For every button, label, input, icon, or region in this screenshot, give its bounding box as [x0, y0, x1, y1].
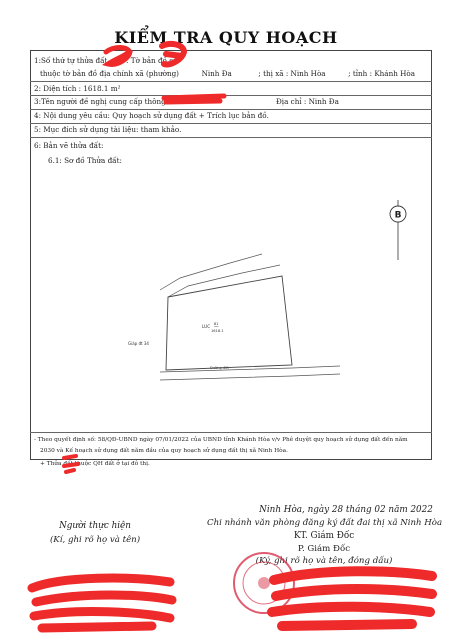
- row-5-purpose: 5: Mục đích sử dụng tài liệu: tham khảo.: [34, 125, 182, 134]
- parcel-number-text: 81: [214, 322, 219, 326]
- parcel-area-text: 1618.1: [211, 329, 224, 333]
- acting-director-title: KT. Giám Đốc: [293, 531, 355, 541]
- row-2-area: 2: Diện tích : 1618.1 m²: [34, 84, 121, 93]
- issue-date: Ninh Hòa, ngày 28 tháng 02 năm 2022: [259, 505, 433, 515]
- executor-title: Người thực hiện: [59, 521, 131, 531]
- town-label: ; thị xã :: [258, 69, 289, 78]
- redaction-signature-left: [22, 568, 182, 638]
- divider: [30, 137, 432, 138]
- boundary-line: [168, 265, 280, 297]
- row-3-address: [276, 97, 339, 106]
- row-1-location: [40, 69, 415, 78]
- town-value: Ninh Hòa: [290, 69, 326, 78]
- parcel-map: [30, 160, 430, 430]
- note-decision-2: 2030 và Kế hoạch sử dụng đất năm đầu của quy hoạch sử dụng đất thị xã Ninh Hòa.: [40, 448, 288, 454]
- land-use-label: LUC: [202, 324, 211, 329]
- redaction-mark: [100, 44, 136, 74]
- address-value: Ninh Đa: [308, 97, 339, 106]
- road-line: [160, 374, 340, 380]
- issuing-office: Chi nhánh văn phòng đăng ký đất đai thị xã Ninh Hòa: [207, 518, 443, 528]
- ward-label: thuộc tờ bản đồ địa chính xã (phường): [40, 69, 179, 78]
- deputy-director-title: P. Giám Đốc: [297, 544, 351, 554]
- redaction-mark: [60, 452, 82, 476]
- row-6-drawing: 6: Bản vẽ thửa đất:: [34, 141, 104, 150]
- row-4-request: 4: Nội dung yêu cầu: Quy hoạch sử dụng đất + Trích lục bản đồ.: [34, 111, 269, 120]
- parcel-number-label: 1:Số thứ tự thửa đất: [34, 56, 108, 65]
- director-sign-note: (Ký, ghi rõ họ và tên, đóng dấu): [255, 556, 393, 566]
- redaction-signature-right: [262, 560, 442, 640]
- document-title: KIỂM TRA QUY HOẠCH: [114, 28, 338, 47]
- address-label: Địa chỉ :: [276, 97, 307, 106]
- executor-sign-note: (Kí, ghi rõ họ và tên): [49, 535, 141, 545]
- note-parcel-plan: + Thửa đất thuộc QH đất ở tại đô thị.: [40, 461, 150, 467]
- divider: [30, 81, 432, 82]
- divider: [30, 123, 432, 124]
- redaction-mark: [156, 40, 190, 72]
- compass-icon: [390, 200, 406, 260]
- redaction-mark: [160, 90, 230, 108]
- left-neighbour-label: Giáp đt 34: [128, 341, 149, 346]
- province-value: Khánh Hòa: [374, 69, 416, 78]
- compass-label: B: [394, 210, 402, 221]
- row-6-1-sketch: 6.1: Sơ đồ Thửa đất:: [48, 156, 122, 165]
- divider: [30, 432, 432, 433]
- road-label: Đường đất: [210, 366, 229, 370]
- note-decision-1: - Theo quyết định số: 58/QĐ-UBND ngày 07/01/2022 của UBND tỉnh Khánh Hòa v/v Phê duyệt quy hoạch sử dụng đất đến năm: [34, 437, 408, 443]
- divider: [30, 109, 432, 110]
- province-label: ; tỉnh :: [348, 69, 373, 78]
- row-3-requester: 3:Tên người đề nghị cung cấp thông: [34, 97, 166, 106]
- parcel-outline: [166, 276, 292, 370]
- map-sheet-label: : Tờ bản đồ số: [126, 56, 178, 65]
- divider: [30, 95, 432, 96]
- ward-value: Ninh Đa: [201, 69, 232, 78]
